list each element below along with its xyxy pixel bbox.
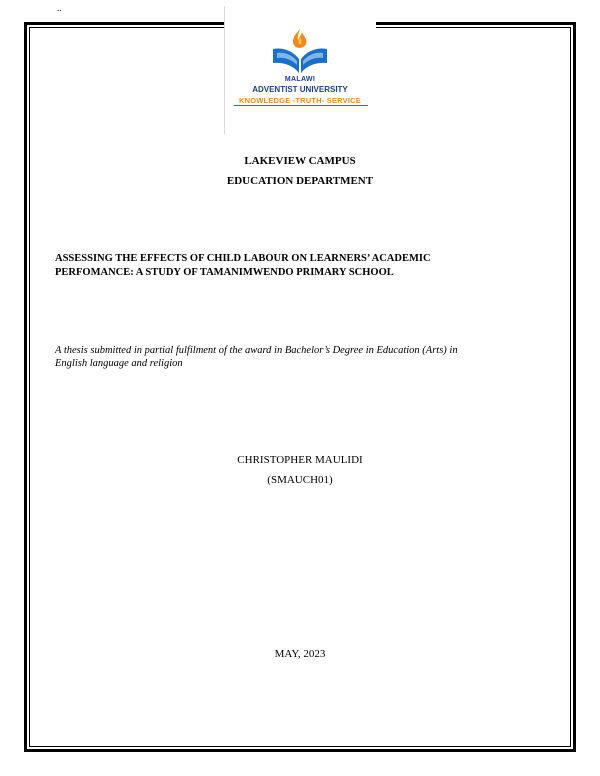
campus-heading: LAKEVIEW CAMPUS	[244, 155, 356, 167]
submission-statement-line2: English language and religion	[55, 358, 183, 369]
thesis-title-line2: PERFOMANCE: A STUDY OF TAMANIMWENDO PRIMARY SCHOOL	[55, 267, 394, 278]
submission-date: MAY, 2023	[274, 648, 326, 660]
logo-edge	[224, 6, 225, 134]
author-id: (SMAUCH01)	[267, 474, 333, 486]
department-heading: EDUCATION DEPARTMENT	[226, 175, 374, 187]
header-marks: ..	[57, 3, 62, 13]
author-name: CHRISTOPHER MAULIDI	[237, 454, 363, 466]
submission-statement-line1: A thesis submitted in partial fulfilment of the award in Bachelor’s Degree in Education (Arts) in	[55, 345, 458, 356]
logo-name-line1: MALAWI	[284, 76, 316, 83]
logo-motto: KNOWLEDGE -TRUTH- SERVICE	[239, 96, 361, 105]
thesis-title-line1: ASSESSING THE EFFECTS OF CHILD LABOUR ON LEARNERS’ ACADEMIC	[55, 253, 431, 264]
logo-underline	[234, 105, 368, 106]
page-border-inner	[29, 27, 571, 747]
flame-book-icon	[265, 27, 335, 77]
logo-name-line2: ADVENTIST UNIVERSITY	[252, 85, 348, 94]
